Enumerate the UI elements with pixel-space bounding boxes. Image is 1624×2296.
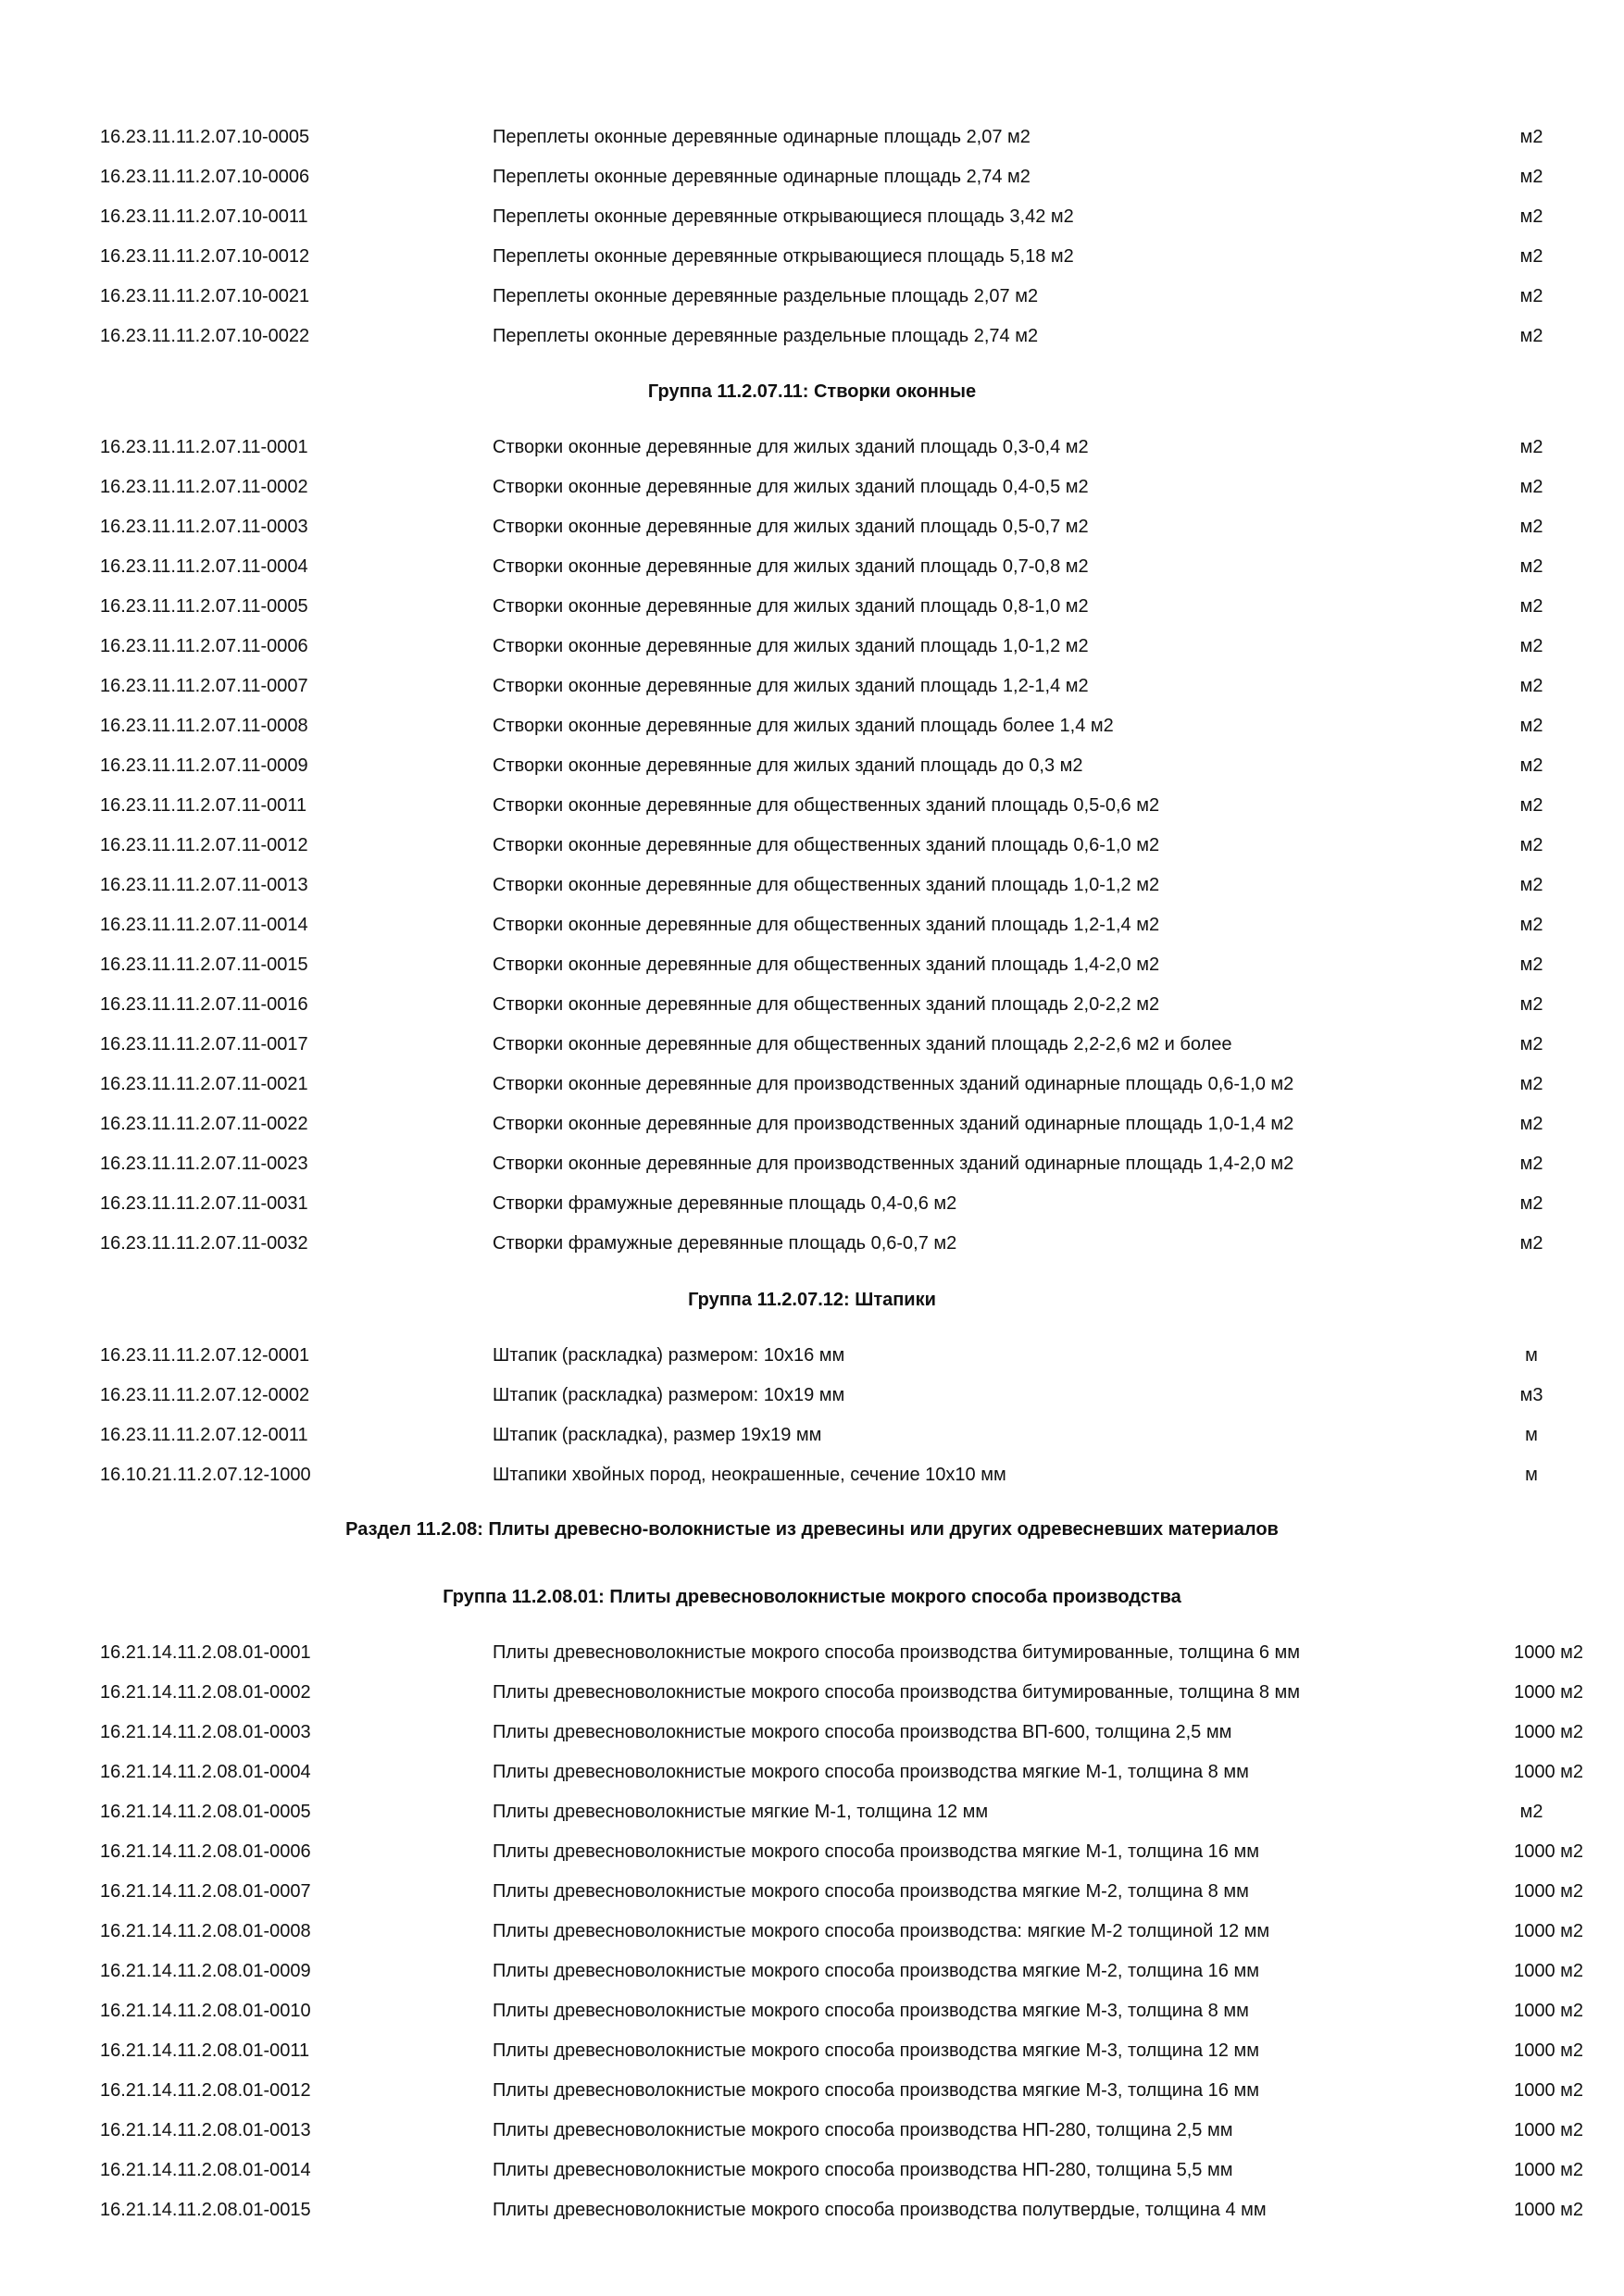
table-row (0, 1025, 1624, 1065)
resource-code: 16.23.11.11.2.07.11-0006 (100, 636, 308, 656)
unit-of-measure: м2 (1519, 636, 1543, 656)
unit-of-measure: м2 (1519, 994, 1543, 1015)
table-row (0, 786, 1624, 826)
resource-code: 16.23.11.11.2.07.11-0017 (100, 1034, 308, 1054)
unit-of-measure: м2 (1519, 835, 1543, 855)
unit-of-measure: 1000 м2 (1514, 1722, 1583, 1742)
table-row (0, 2071, 1624, 2111)
table-row (0, 2190, 1624, 2230)
resource-name: Плиты древесноволокнистые мокрого способа производства НП-280, толщина 5,5 мм (493, 2160, 1233, 2180)
table-row (0, 1753, 1624, 1792)
table-row (0, 1792, 1624, 1832)
resource-code: 16.21.14.11.2.08.01-0011 (100, 2040, 310, 2061)
resource-code: 16.23.11.11.2.07.11-0021 (100, 1074, 308, 1094)
resource-code: 16.23.11.11.2.07.11-0013 (100, 875, 308, 895)
resource-name: Створки оконные деревянные для общественных зданий площадь 1,0-1,2 м2 (493, 875, 1160, 895)
resource-code: 16.23.11.11.2.07.11-0001 (100, 437, 308, 457)
resource-code: 16.23.11.11.2.07.11-0011 (100, 795, 307, 816)
unit-of-measure: м2 (1519, 596, 1543, 617)
table-row (0, 945, 1624, 985)
resource-name: Переплеты оконные деревянные открывающиеся площадь 3,42 м2 (493, 206, 1074, 227)
table-row (0, 277, 1624, 317)
resource-code: 16.23.11.11.2.07.10-0012 (100, 246, 310, 267)
table-row (0, 627, 1624, 667)
resource-name: Переплеты оконные деревянные раздельные площадь 2,07 м2 (493, 286, 1039, 306)
resource-code: 16.23.11.11.2.07.11-0007 (100, 676, 308, 696)
resource-name: Плиты древесноволокнистые мокрого способа производства мягкие М-2, толщина 8 мм (493, 1881, 1249, 1902)
table-row (0, 507, 1624, 547)
table-row (0, 1104, 1624, 1144)
unit-of-measure: м2 (1519, 1233, 1543, 1254)
resource-name: Плиты древесноволокнистые мокрого способа производства битумированные, толщина 8 мм (493, 1682, 1300, 1703)
resource-name: Створки оконные деревянные для жилых зданий площадь 0,3-0,4 м2 (493, 437, 1089, 457)
resource-name: Переплеты оконные деревянные одинарные площадь 2,07 м2 (493, 127, 1031, 147)
resource-code: 16.10.21.11.2.07.12-1000 (100, 1465, 311, 1485)
resource-code: 16.23.11.11.2.07.11-0008 (100, 716, 308, 736)
resource-name: Штапик (раскладка) размером: 10х16 мм (493, 1345, 845, 1366)
table-row (0, 428, 1624, 468)
resource-name: Плиты древесноволокнистые мокрого способа производства мягкие М-2, толщина 16 мм (493, 1961, 1259, 1981)
table-row (0, 2111, 1624, 2151)
unit-of-measure: 1000 м2 (1514, 2040, 1583, 2061)
resource-code: 16.23.11.11.2.07.11-0014 (100, 915, 308, 935)
unit-of-measure: м2 (1519, 875, 1543, 895)
unit-of-measure: м2 (1519, 286, 1543, 306)
resource-name: Плиты древесноволокнистые мягкие М-1, толщина 12 мм (493, 1802, 989, 1822)
table-row (0, 1224, 1624, 1264)
table-row (0, 317, 1624, 356)
resource-code: 16.23.11.11.2.07.11-0031 (100, 1193, 308, 1214)
unit-of-measure: м2 (1519, 1154, 1543, 1174)
resource-name: Створки оконные деревянные для жилых зданий площадь 0,8-1,0 м2 (493, 596, 1089, 617)
unit-of-measure: м2 (1519, 437, 1543, 457)
table-row (0, 1336, 1624, 1376)
table-row (0, 985, 1624, 1025)
resource-code: 16.21.14.11.2.08.01-0002 (100, 1682, 311, 1703)
resource-name: Штапик (раскладка) размером: 10х19 мм (493, 1385, 845, 1405)
unit-of-measure: м2 (1519, 127, 1543, 147)
resource-name: Переплеты оконные деревянные одинарные площадь 2,74 м2 (493, 167, 1031, 187)
resource-name: Створки оконные деревянные для жилых зданий площадь 1,2-1,4 м2 (493, 676, 1089, 696)
resource-code: 16.23.11.11.2.07.10-0022 (100, 326, 310, 346)
table-row (0, 1673, 1624, 1713)
resource-name: Створки оконные деревянные для жилых зданий площадь 0,4-0,5 м2 (493, 477, 1089, 497)
resource-code: 16.23.11.11.2.07.10-0006 (100, 167, 310, 187)
table-row (0, 667, 1624, 706)
resource-name: Плиты древесноволокнистые мокрого способа производства мягкие М-3, толщина 8 мм (493, 2001, 1249, 2021)
table-row (0, 468, 1624, 507)
resource-name: Створки оконные деревянные для жилых зданий площадь 1,0-1,2 м2 (493, 636, 1089, 656)
section-heading: Группа 11.2.08.01: Плиты древесноволокнистые мокрого способа производства (443, 1587, 1181, 1607)
resource-name: Переплеты оконные деревянные раздельные площадь 2,74 м2 (493, 326, 1039, 346)
unit-of-measure: м2 (1519, 1193, 1543, 1214)
resource-name: Плиты древесноволокнистые мокрого способа производства мягкие М-3, толщина 16 мм (493, 2080, 1259, 2101)
table-row (0, 1376, 1624, 1416)
resource-name: Створки оконные деревянные для производственных зданий одинарные площадь 1,0-1,4 м2 (493, 1114, 1294, 1134)
resource-name: Створки оконные деревянные для общественных зданий площадь 0,6-1,0 м2 (493, 835, 1160, 855)
resource-name: Переплеты оконные деревянные открывающиеся площадь 5,18 м2 (493, 246, 1074, 267)
table-row (0, 866, 1624, 905)
resource-name: Плиты древесноволокнистые мокрого способа производства мягкие М-3, толщина 12 мм (493, 2040, 1259, 2061)
resource-name: Плиты древесноволокнистые мокрого способа производства ВП-600, толщина 2,5 мм (493, 1722, 1232, 1742)
unit-of-measure: м (1525, 1465, 1538, 1485)
resource-code: 16.21.14.11.2.08.01-0012 (100, 2080, 311, 2101)
resource-code: 16.21.14.11.2.08.01-0001 (100, 1642, 311, 1663)
resource-code: 16.21.14.11.2.08.01-0008 (100, 1921, 311, 1941)
unit-of-measure: м (1525, 1425, 1538, 1445)
resource-code: 16.23.11.11.2.07.12-0001 (100, 1345, 310, 1366)
resource-name: Створки оконные деревянные для жилых зданий площадь более 1,4 м2 (493, 716, 1114, 736)
resource-name: Плиты древесноволокнистые мокрого способа производства НП-280, толщина 2,5 мм (493, 2120, 1233, 2140)
table-row (0, 2151, 1624, 2190)
resource-name: Плиты древесноволокнистые мокрого способа производства: мягкие М-2 толщиной 12 мм (493, 1921, 1270, 1941)
unit-of-measure: м2 (1519, 556, 1543, 577)
unit-of-measure: 1000 м2 (1514, 1961, 1583, 1981)
resource-name: Створки оконные деревянные для общественных зданий площадь 2,2-2,6 м2 и более (493, 1034, 1232, 1054)
resource-code: 16.23.11.11.2.07.10-0021 (100, 286, 310, 306)
resource-name: Штапик (раскладка), размер 19х19 мм (493, 1425, 822, 1445)
table-row (0, 1455, 1624, 1495)
resource-name: Створки оконные деревянные для производственных зданий одинарные площадь 1,4-2,0 м2 (493, 1154, 1294, 1174)
resource-code: 16.23.11.11.2.07.11-0022 (100, 1114, 308, 1134)
resource-code: 16.23.11.11.2.07.10-0011 (100, 206, 308, 227)
resource-name: Створки оконные деревянные для общественных зданий площадь 2,0-2,2 м2 (493, 994, 1160, 1015)
unit-of-measure: м2 (1519, 167, 1543, 187)
table-row (0, 237, 1624, 277)
resource-code: 16.21.14.11.2.08.01-0007 (100, 1881, 311, 1902)
resource-name: Штапики хвойных пород, неокрашенные, сечение 10х10 мм (493, 1465, 1006, 1485)
resource-name: Створки фрамужные деревянные площадь 0,6-0,7 м2 (493, 1233, 957, 1254)
resource-name: Створки оконные деревянные для общественных зданий площадь 1,4-2,0 м2 (493, 955, 1160, 975)
resource-code: 16.23.11.11.2.07.12-0002 (100, 1385, 310, 1405)
unit-of-measure: 1000 м2 (1514, 2001, 1583, 2021)
unit-of-measure: м2 (1519, 755, 1543, 776)
unit-of-measure: м2 (1519, 246, 1543, 267)
resource-name: Створки оконные деревянные для жилых зданий площадь 0,7-0,8 м2 (493, 556, 1089, 577)
resource-name: Плиты древесноволокнистые мокрого способа производства битумированные, толщина 6 мм (493, 1642, 1300, 1663)
unit-of-measure: м2 (1519, 1074, 1543, 1094)
unit-of-measure: 1000 м2 (1514, 2200, 1583, 2220)
table-row (0, 1713, 1624, 1753)
unit-of-measure: м2 (1519, 1114, 1543, 1134)
resource-code: 16.21.14.11.2.08.01-0014 (100, 2160, 311, 2180)
unit-of-measure: 1000 м2 (1514, 1762, 1583, 1782)
resource-name: Плиты древесноволокнистые мокрого способа производства мягкие М-1, толщина 16 мм (493, 1841, 1259, 1862)
resource-code: 16.21.14.11.2.08.01-0010 (100, 2001, 311, 2021)
table-row (0, 547, 1624, 587)
table-row (0, 1872, 1624, 1912)
unit-of-measure: м2 (1519, 477, 1543, 497)
unit-of-measure: м2 (1519, 716, 1543, 736)
table-row (0, 1144, 1624, 1184)
table-row (0, 1952, 1624, 1991)
resource-code: 16.23.11.11.2.07.11-0012 (100, 835, 308, 855)
resource-code: 16.23.11.11.2.07.11-0032 (100, 1233, 308, 1254)
unit-of-measure: м2 (1519, 1802, 1543, 1822)
section-heading: Группа 11.2.07.12: Штапики (688, 1290, 936, 1310)
table-row (0, 197, 1624, 237)
unit-of-measure: м2 (1519, 955, 1543, 975)
resource-code: 16.23.11.11.2.07.11-0005 (100, 596, 308, 617)
unit-of-measure: 1000 м2 (1514, 1642, 1583, 1663)
resource-name: Створки оконные деревянные для производственных зданий одинарные площадь 0,6-1,0 м2 (493, 1074, 1294, 1094)
table-row (0, 1633, 1624, 1673)
unit-of-measure: 1000 м2 (1514, 2080, 1583, 2101)
unit-of-measure: м3 (1519, 1385, 1543, 1405)
table-row (0, 1832, 1624, 1872)
table-row (0, 1065, 1624, 1104)
resource-code: 16.23.11.11.2.07.11-0004 (100, 556, 308, 577)
table-row (0, 746, 1624, 786)
resource-code: 16.23.11.11.2.07.12-0011 (100, 1425, 308, 1445)
unit-of-measure: 1000 м2 (1514, 1881, 1583, 1902)
table-row (0, 1184, 1624, 1224)
resource-name: Створки оконные деревянные для общественных зданий площадь 1,2-1,4 м2 (493, 915, 1160, 935)
resource-code: 16.21.14.11.2.08.01-0006 (100, 1841, 311, 1862)
resource-code: 16.23.11.11.2.07.10-0005 (100, 127, 310, 147)
unit-of-measure: 1000 м2 (1514, 2160, 1583, 2180)
unit-of-measure: м2 (1519, 326, 1543, 346)
resource-code: 16.21.14.11.2.08.01-0004 (100, 1762, 311, 1782)
table-row (0, 118, 1624, 157)
resource-name: Плиты древесноволокнистые мокрого способа производства мягкие М-1, толщина 8 мм (493, 1762, 1249, 1782)
unit-of-measure: м2 (1519, 676, 1543, 696)
resource-code: 16.21.14.11.2.08.01-0003 (100, 1722, 311, 1742)
unit-of-measure: м2 (1519, 795, 1543, 816)
unit-of-measure: 1000 м2 (1514, 1921, 1583, 1941)
table-row (0, 826, 1624, 866)
table-row (0, 587, 1624, 627)
unit-of-measure: 1000 м2 (1514, 1841, 1583, 1862)
resource-code: 16.23.11.11.2.07.11-0003 (100, 517, 308, 537)
resource-name: Плиты древесноволокнистые мокрого способа производства полутвердые, толщина 4 мм (493, 2200, 1267, 2220)
resource-code: 16.21.14.11.2.08.01-0013 (100, 2120, 311, 2140)
resource-code: 16.23.11.11.2.07.11-0015 (100, 955, 308, 975)
resource-code: 16.21.14.11.2.08.01-0009 (100, 1961, 311, 1981)
section-heading: Группа 11.2.07.11: Створки оконные (647, 381, 977, 402)
resource-name: Створки фрамужные деревянные площадь 0,4-0,6 м2 (493, 1193, 957, 1214)
unit-of-measure: м (1525, 1345, 1538, 1366)
unit-of-measure: м2 (1519, 517, 1543, 537)
resource-name: Створки оконные деревянные для общественных зданий площадь 0,5-0,6 м2 (493, 795, 1160, 816)
resource-code: 16.21.14.11.2.08.01-0005 (100, 1802, 311, 1822)
unit-of-measure: м2 (1519, 915, 1543, 935)
table-row (0, 1912, 1624, 1952)
section-heading: Раздел 11.2.08: Плиты древесно-волокнистые из древесины или других одревесневших материалов (345, 1519, 1279, 1540)
table-row (0, 2031, 1624, 2071)
table-row (0, 706, 1624, 746)
resource-code: 16.23.11.11.2.07.11-0009 (100, 755, 308, 776)
table-row (0, 905, 1624, 945)
resource-code: 16.23.11.11.2.07.11-0002 (100, 477, 308, 497)
resource-code: 16.23.11.11.2.07.11-0023 (100, 1154, 308, 1174)
unit-of-measure: м2 (1519, 206, 1543, 227)
resource-name: Створки оконные деревянные для жилых зданий площадь 0,5-0,7 м2 (493, 517, 1089, 537)
unit-of-measure: 1000 м2 (1514, 1682, 1583, 1703)
resource-code: 16.21.14.11.2.08.01-0015 (100, 2200, 311, 2220)
unit-of-measure: 1000 м2 (1514, 2120, 1583, 2140)
resource-name: Створки оконные деревянные для жилых зданий площадь до 0,3 м2 (493, 755, 1083, 776)
table-row (0, 1991, 1624, 2031)
table-row (0, 157, 1624, 197)
table-row (0, 1416, 1624, 1455)
unit-of-measure: м2 (1519, 1034, 1543, 1054)
resource-code: 16.23.11.11.2.07.11-0016 (100, 994, 308, 1015)
